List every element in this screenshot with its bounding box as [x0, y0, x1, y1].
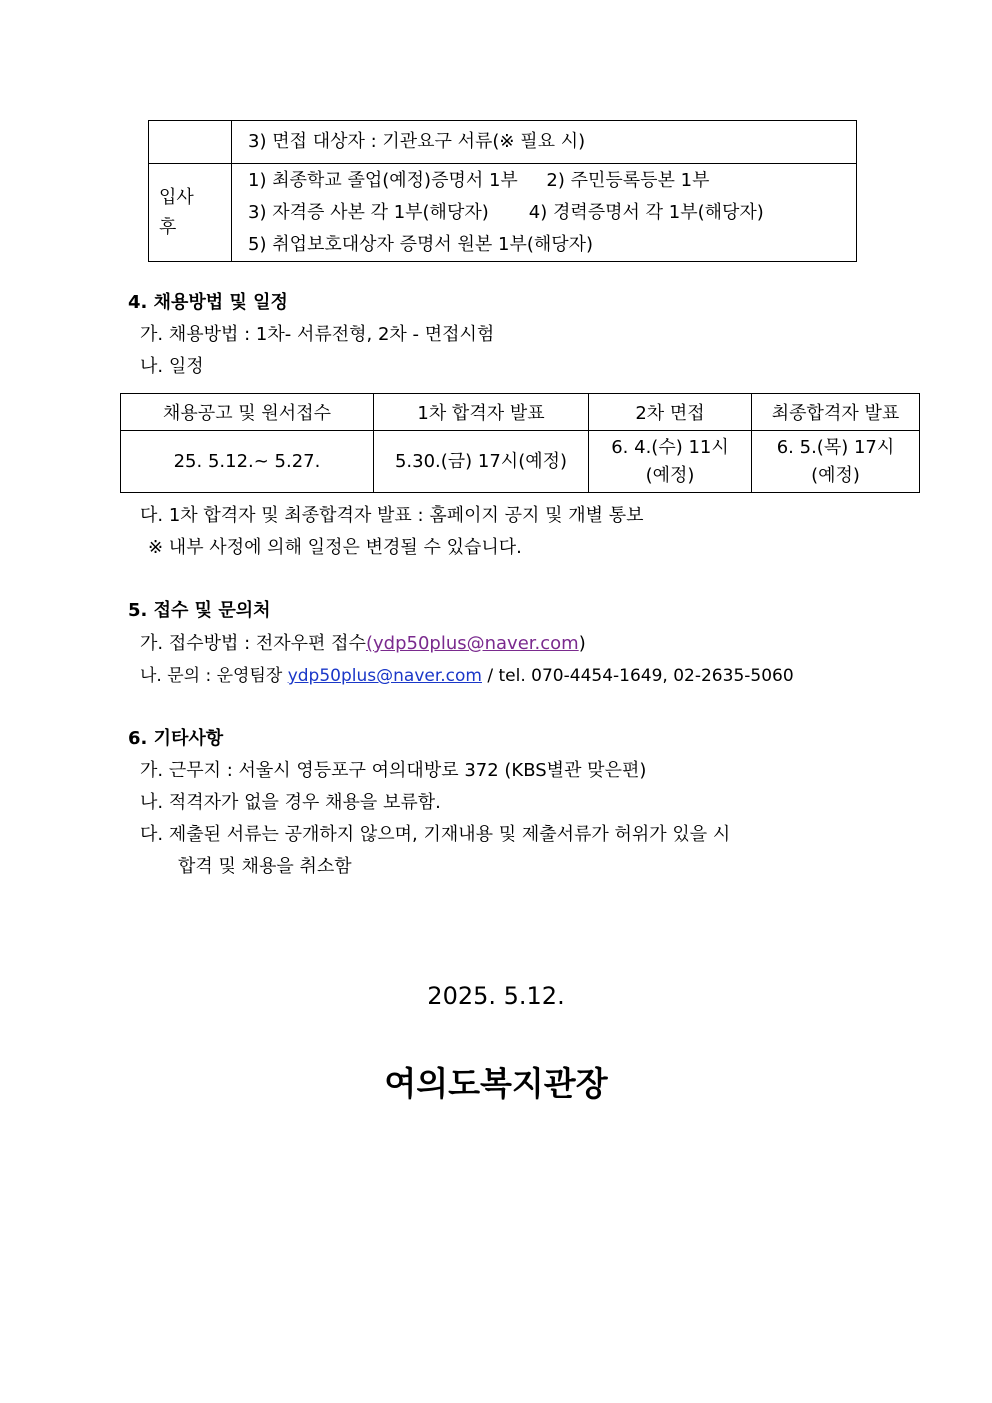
schedule-header-cell: 1차 합격자 발표 — [374, 394, 589, 431]
schedule-cell-line: (예정) — [645, 464, 695, 486]
application-method-text: 가. 접수방법 : 전자우편 접수 — [140, 633, 366, 654]
contact-prefix: 나. 문의 : 운영팀장 — [140, 666, 288, 686]
section6-workplace: 가. 근무지 : 서울시 영등포구 여의대방로 372 (KBS별관 맞은편) — [140, 760, 647, 781]
schedule-cell-line: 6. 4.(수) 11시 — [611, 436, 729, 458]
documents-row-label — [149, 121, 232, 164]
schedule-change-note: ※ 내부 사정에 의해 일정은 변경될 수 있습니다. — [148, 537, 522, 558]
schedule-cell — [589, 431, 752, 493]
schedule-table — [120, 393, 920, 493]
documents-label-line: 후 — [159, 216, 177, 238]
schedule-cell-line: 25. 5.12.~ 5.27. — [173, 450, 321, 472]
section4-announcement: 다. 1차 합격자 및 최종합격자 발표 : 홈페이지 공지 및 개별 통보 — [140, 505, 644, 526]
section4-method: 가. 채용방법 : 1차- 서류전형, 2차 - 면접시험 — [140, 324, 495, 345]
schedule-cell-line: 5.30.(금) 17시(예정) — [394, 450, 568, 472]
section6-documents-notice: 다. 제출된 서류는 공개하지 않으며, 기재내용 및 제출서류가 허위가 있을 시 — [140, 824, 731, 845]
section4-schedule-label: 나. 일정 — [140, 356, 204, 377]
documents-table — [148, 120, 857, 262]
documents-label-line: 입사 — [159, 186, 194, 208]
documents-cell — [232, 164, 857, 262]
schedule-header-row — [121, 394, 920, 431]
documents-row-after-hire — [149, 164, 857, 262]
documents-item: 5) 취업보호대상자 증명서 원본 1부(해당자) — [248, 233, 594, 255]
documents-item: 3) 면접 대상자 : 기관요구 서류(※ 필요 시) — [248, 131, 586, 152]
section5-application — [140, 631, 586, 657]
organization-name: 여의도복지관장 — [384, 1064, 608, 1103]
schedule-cell — [752, 431, 920, 493]
open-paren: ( — [365, 633, 373, 654]
documents-row-interview — [149, 121, 857, 164]
schedule-cell — [121, 431, 374, 493]
documents-item: 3) 자격증 사본 각 1부(해당자) 4) 경력증명서 각 1부(해당자) — [248, 201, 764, 223]
close-paren: ) — [578, 633, 586, 654]
section6-documents-notice-cont: 합격 및 채용을 취소함 — [178, 856, 352, 877]
documents-row-label — [149, 164, 232, 262]
issue-date: 2025. 5.12. — [427, 982, 565, 1010]
schedule-cell-line: 6. 5.(목) 17시 — [776, 436, 895, 458]
section5-heading: 5. 접수 및 문의처 — [128, 600, 271, 621]
schedule-header-cell: 채용공고 및 원서접수 — [121, 394, 374, 431]
schedule-cell — [374, 431, 589, 493]
documents-item: 1) 최종학교 졸업(예정)증명서 1부 2) 주민등록등본 1부 — [248, 169, 710, 191]
documents-cell — [232, 121, 857, 164]
contact-email-link[interactable]: ydp50plus@naver.com — [287, 666, 482, 686]
application-email-link[interactable] — [366, 633, 579, 654]
schedule-header-cell: 2차 면접 — [589, 394, 752, 431]
schedule-body-row — [121, 431, 920, 493]
schedule-cell-line: (예정) — [811, 464, 860, 486]
section6-heading: 6. 기타사항 — [128, 728, 224, 749]
section6-no-qualified: 나. 적격자가 없을 경우 채용을 보류함. — [140, 792, 441, 813]
contact-phone: / tel. 070-4454-1649, 02-2635-5060 — [481, 666, 794, 686]
application-email: ydp50plus@naver.com — [372, 633, 579, 654]
section5-contact — [140, 663, 794, 689]
section4-heading: 4. 채용방법 및 일정 — [128, 292, 288, 313]
schedule-header-cell: 최종합격자 발표 — [752, 394, 920, 431]
